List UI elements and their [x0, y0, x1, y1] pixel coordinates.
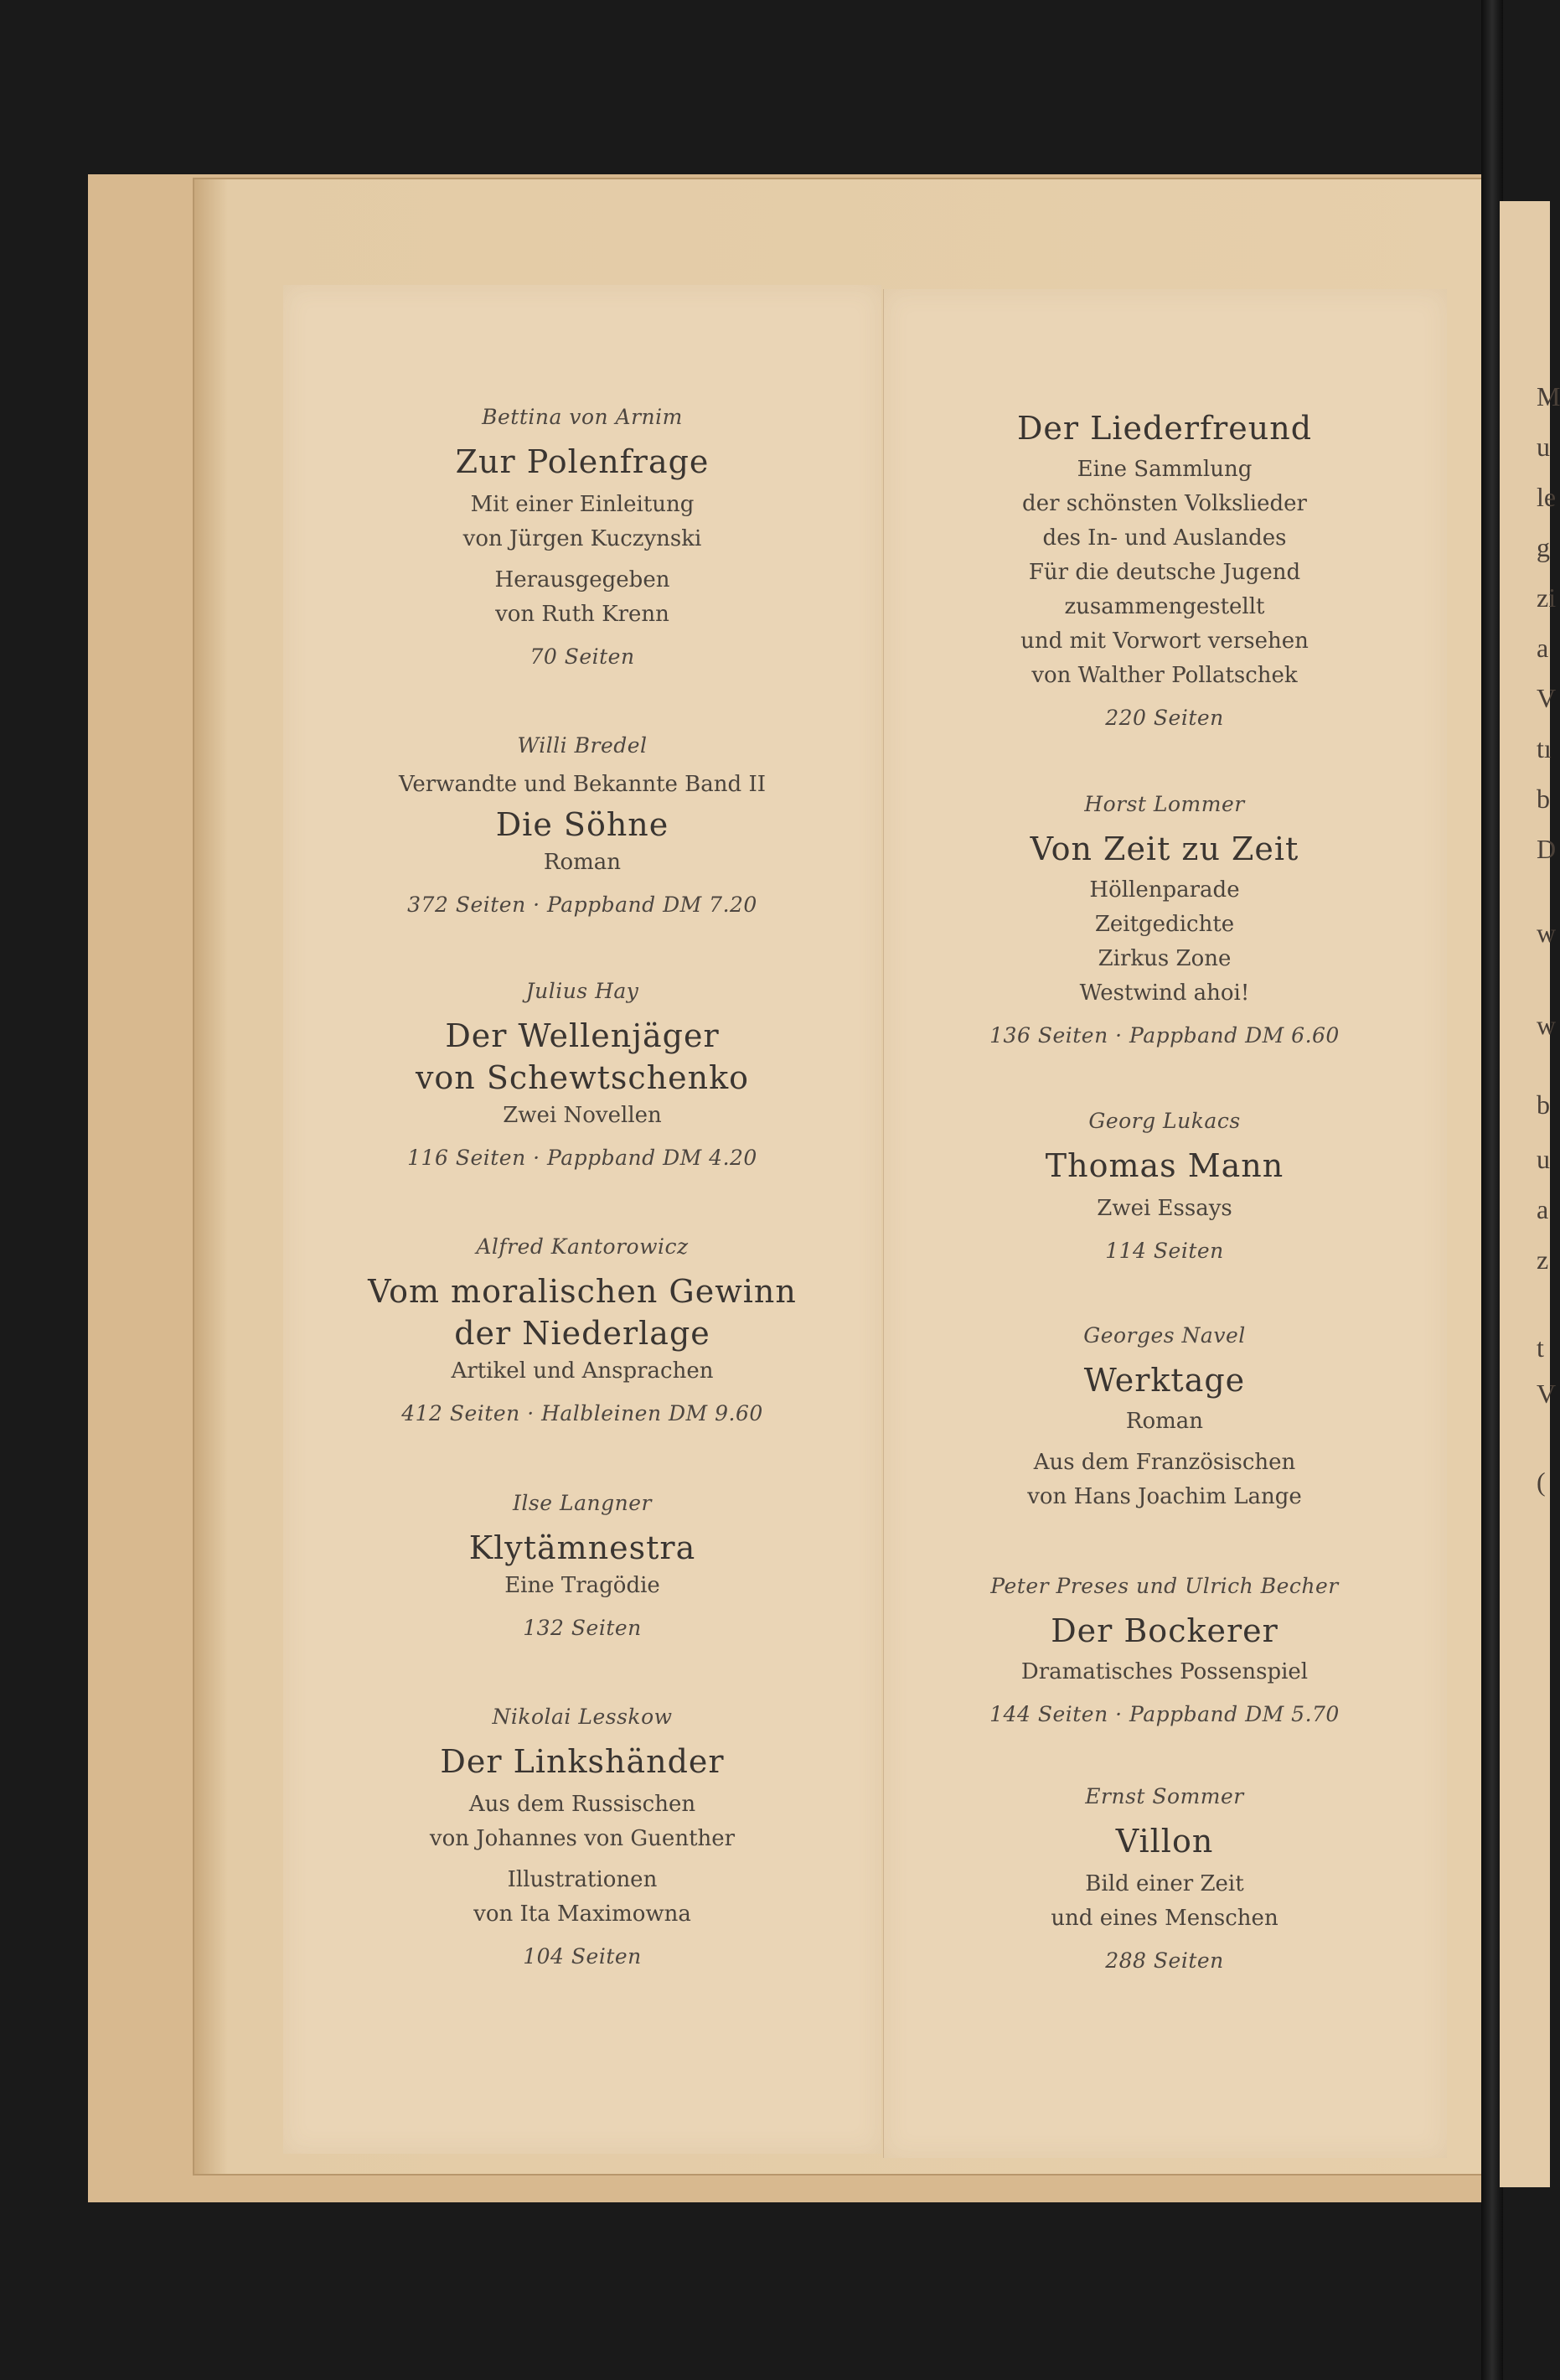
book-description: Roman	[543, 850, 622, 875]
book-author: Horst Lommer	[1084, 792, 1245, 816]
book-title: Vom moralischen Gewinn	[368, 1273, 797, 1310]
facing-page-text-fragment: t	[1537, 1332, 1544, 1363]
book-description: Aus dem Russischen	[468, 1792, 696, 1817]
book-title: Villon	[1115, 1823, 1214, 1860]
facing-page-text-fragment: le	[1537, 482, 1557, 512]
book-author: Georges Navel	[1083, 1323, 1246, 1348]
book-entry	[283, 1230, 881, 1431]
book-description: von Johannes von Guenther	[429, 1826, 736, 1851]
facing-page-text-fragment: D	[1537, 834, 1557, 864]
book-entry	[883, 1570, 1446, 1731]
facing-page-text-fragment: b	[1537, 1089, 1550, 1120]
book-author: Ernst Sommer	[1085, 1784, 1244, 1808]
book-description: Illustrationen	[507, 1867, 658, 1892]
book-pages: 116 Seiten · Pappband DM 4.20	[407, 1146, 757, 1170]
book-description: Für die deutsche Jugend	[1028, 560, 1301, 585]
book-description: Zeitgedichte	[1094, 912, 1235, 937]
facing-page-text-fragment: w	[1537, 1010, 1557, 1040]
book-description: Westwind ahoi!	[1079, 980, 1250, 1006]
facing-page-text-fragment: z	[1537, 1244, 1549, 1275]
facing-page-text-fragment: u	[1537, 1144, 1550, 1174]
facing-page-text-fragment: a	[1537, 633, 1549, 663]
facing-page-text-fragment: a	[1537, 1194, 1549, 1224]
book-description: Herausgegeben	[494, 567, 670, 592]
book-title: der Niederlage	[454, 1315, 710, 1352]
book-description: Artikel und Ansprachen	[451, 1358, 714, 1384]
book-description: Bild einer Zeit	[1085, 1871, 1244, 1896]
book-title: Klytämnestra	[468, 1529, 696, 1566]
book-description: Aus dem Französischen	[1033, 1450, 1296, 1475]
book-title: Zur Polenfrage	[455, 443, 710, 480]
book-author: Alfred Kantorowicz	[476, 1234, 689, 1259]
facing-page-text-fragment: u	[1537, 432, 1550, 462]
book-description: von Walther Pollatschek	[1031, 663, 1298, 688]
book-author: Willi Bredel	[517, 733, 648, 758]
facing-page-text-fragment: M	[1537, 381, 1560, 411]
book-title: Werktage	[1083, 1362, 1246, 1399]
book-pages: 144 Seiten · Pappband DM 5.70	[989, 1702, 1340, 1726]
book-entry	[883, 1780, 1446, 1978]
book-pages: 412 Seiten · Halbleinen DM 9.60	[401, 1401, 763, 1425]
book-description: und mit Vorwort versehen	[1020, 629, 1309, 654]
book-description: der schönsten Volkslieder	[1022, 491, 1307, 516]
book-description: Eine Tragödie	[504, 1573, 660, 1598]
book-pages: 104 Seiten	[523, 1944, 642, 1969]
facing-page-text-fragment: w	[1537, 918, 1557, 948]
facing-page-edge	[1500, 201, 1560, 2187]
book-description: Eine Sammlung	[1077, 457, 1253, 482]
book-description: zusammengestellt	[1064, 594, 1265, 619]
book-description: Dramatisches Possenspiel	[1020, 1659, 1309, 1684]
book-pages: 372 Seiten · Pappband DM 7.20	[407, 892, 757, 917]
book-entry	[883, 1105, 1446, 1268]
book-author: Peter Preses und Ulrich Becher	[990, 1574, 1339, 1598]
book-entry	[283, 1487, 881, 1645]
book-description: von Hans Joachim Lange	[1027, 1484, 1302, 1509]
book-description: Zirkus Zone	[1098, 946, 1232, 971]
book-title: von Schewtschenko	[415, 1059, 750, 1096]
book-pages: 70 Seiten	[529, 644, 635, 669]
book-title: Der Wellenjäger	[445, 1017, 720, 1054]
book-entry	[883, 1319, 1446, 1514]
book-title: Thomas Mann	[1045, 1147, 1284, 1184]
book-title: Der Liederfreund	[1016, 410, 1313, 447]
book-entry	[883, 788, 1446, 1053]
book-title: Die Söhne	[495, 806, 669, 843]
facing-page-text-fragment: b	[1537, 784, 1550, 814]
book-entry	[283, 729, 881, 922]
facing-page-text-fragment: (	[1537, 1467, 1546, 1497]
book-description: von Ruth Krenn	[495, 602, 669, 627]
book-author: Bettina von Arnim	[482, 405, 683, 429]
book-description: von Ita Maximowna	[473, 1901, 691, 1927]
book-pages: 132 Seiten	[523, 1616, 642, 1640]
book-author: Georg Lukacs	[1088, 1109, 1241, 1133]
book-title: Von Zeit zu Zeit	[1030, 830, 1299, 867]
facing-page-text-fragment: tı	[1537, 733, 1552, 763]
book-title: Der Linkshänder	[440, 1743, 725, 1780]
book-entry	[283, 975, 881, 1175]
book-description: von Jürgen Kuczynski	[462, 526, 702, 551]
book-author: Julius Hay	[525, 979, 639, 1003]
book-description: Zwei Essays	[1097, 1196, 1232, 1221]
book-pages: 288 Seiten	[1105, 1948, 1224, 1973]
book-pages: 136 Seiten · Pappband DM 6.60	[989, 1023, 1340, 1048]
book-pages: 220 Seiten	[1105, 706, 1224, 730]
book-description: des In- und Auslandes	[1042, 525, 1287, 551]
book-description: Höllenparade	[1089, 877, 1240, 903]
book-author: Nikolai Lesskow	[492, 1705, 673, 1729]
facing-page-text-fragment: V	[1537, 1379, 1557, 1409]
book-description: Roman	[1125, 1409, 1204, 1434]
book-series: Verwandte und Bekannte Band II	[399, 772, 766, 797]
book-entry	[283, 1700, 881, 1974]
book-description: und eines Menschen	[1051, 1906, 1278, 1931]
facing-page-text-fragment: g	[1537, 532, 1550, 562]
book-author: Ilse Langner	[513, 1491, 652, 1515]
book-entry	[283, 401, 881, 674]
book-pages: 114 Seiten	[1105, 1239, 1224, 1263]
facing-page-text-fragment: V	[1537, 683, 1557, 713]
book-entry	[883, 407, 1446, 735]
book-description: Zwei Novellen	[503, 1103, 662, 1128]
facing-page-text-fragment: zi	[1537, 582, 1557, 613]
book-description: Mit einer Einleitung	[470, 492, 695, 517]
book-title: Der Bockerer	[1051, 1612, 1278, 1649]
